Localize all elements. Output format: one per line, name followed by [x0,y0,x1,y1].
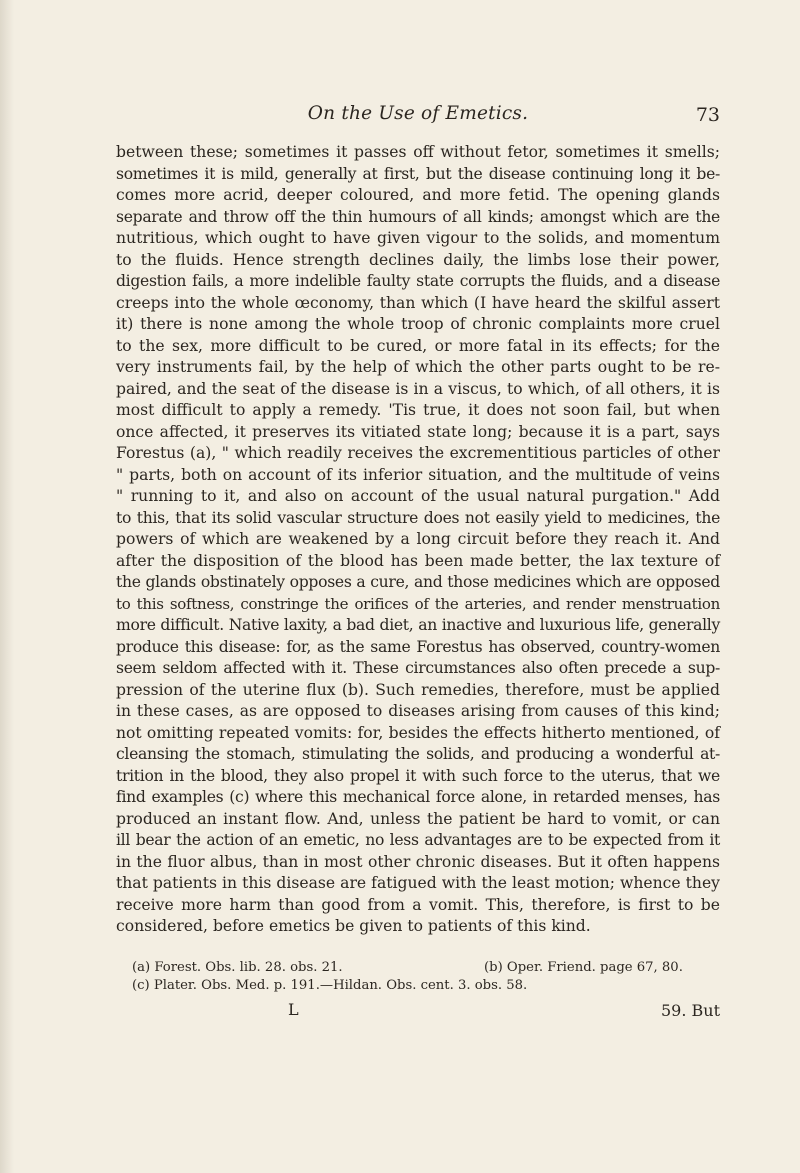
footnote-a: (a) Forest. Obs. lib. 28. obs. 21. [132,960,343,975]
text-line: to the fluids. Hence strength declines daily, the limbs lose their power, [116,250,720,269]
text-line: comes more acrid, deeper coloured, and more fetid. The opening glands [116,186,720,204]
text-line: after the disposition of the blood has been made better, the lax texture of [116,551,720,570]
body-text [116,142,720,938]
text-line: sometimes it is mild, generally at first, but the disease continuing long it be- [116,164,720,183]
page-gutter-shadow [0,0,14,1173]
text-line: most difficult to apply a remedy. 'Tis true, it does not soon fail, but when [116,401,720,419]
text-line: to this, that its solid vascular structure does not easily yield to medicines, the [116,508,720,527]
text-line: find examples (c) where this mechanical force alone, in retarded menses, has [116,788,720,806]
footnote-row [132,959,720,977]
signature-mark: L [288,1000,299,1019]
catchword: 59. But [660,1001,720,1020]
text-line: creeps into the whole œconomy, than which (I have heard the skilful assert [116,293,720,312]
text-line: Forestus (a), " which readily receives the excrementitious particles of other [116,444,720,462]
text-line: considered, before emetics be given to patients of this kind. [116,917,591,935]
text-line: in the fluor albus, than in most other chronic diseases. But it often happens [116,852,720,871]
footnotes [132,959,720,995]
text-line: once affected, it preserves its vitiated state long; because it is a part, says [116,422,720,441]
text-line: trition in the blood, they also propel it with such force to the uterus, that we [116,766,720,785]
text-line: nutritious, which ought to have given vigour to the solids, and momentum [116,229,720,247]
text-line: cleansing the stomach, stimulating the solids, and producing a wonderful at- [116,745,720,763]
text-line: digestion fails, a more indelible faulty state corrupts the fluids, and a disease [116,272,720,290]
text-line: in these cases, as are opposed to diseases arising from causes of this kind; [116,702,720,720]
footnote-b: (b) Oper. Friend. page 67, 80. [484,960,683,975]
text-line: the glands obstinately opposes a cure, and those medicines which are opposed [116,573,720,591]
text-line: " running to it, and also on account of the usual natural purgation." Add [116,487,720,505]
page-header [116,103,720,129]
text-line: powers of which are weakened by a long circuit before they reach it. And [116,530,720,548]
text-line: more difficult. Native laxity, a bad diet, an inactive and luxurious life, generally [116,616,720,634]
text-line: paired, and the seat of the disease is in a viscus, to which, of all others, it is [116,379,720,398]
text-line: that patients in this disease are fatigued with the least motion; whence they [116,874,720,892]
page-footer [116,1000,720,1022]
text-line: very instruments fail, by the help of which the other parts ought to be re- [116,358,720,376]
text-line: ill bear the action of an emetic, no less advantages are to be expected from it [116,831,720,849]
text-line: seem seldom affected with it. These circumstances also often precede a sup- [116,659,720,677]
footnote-c: (c) Plater. Obs. Med. p. 191.—Hildan. Obs. cent. 3. obs. 58. [132,978,528,993]
text-line: produce this disease: for, as the same Forestus has observed, country-women [116,637,720,656]
text-line: pression of the uterine flux (b). Such remedies, therefore, must be applied [116,680,720,699]
footnote-row [132,977,720,995]
text-line: " parts, both on account of its inferior situation, and the multitude of veins [116,465,720,484]
text-line: between these; sometimes it passes off without fetor, sometimes it smells; [116,143,720,161]
text-line: to this softness, constringe the orifices of the arteries, and render menstruation [116,594,720,613]
text-line: to the sex, more difficult to be cured, or more fatal in its effects; for the [116,336,720,355]
page-number: 73 [695,104,720,126]
text-line: produced an instant flow. And, unless the patient be hard to vomit, or can [116,809,720,828]
text-line: separate and throw off the thin humours of all kinds; amongst which are the [116,207,720,226]
text-line: not omitting repeated vomits: for, besides the effects hitherto mentioned, of [116,723,720,742]
text-line: it) there is none among the whole troop of chronic complaints more cruel [116,315,720,333]
text-line: receive more harm than good from a vomit. This, therefore, is first to be [116,895,720,914]
running-title: On the Use of Emetics. [307,103,529,124]
